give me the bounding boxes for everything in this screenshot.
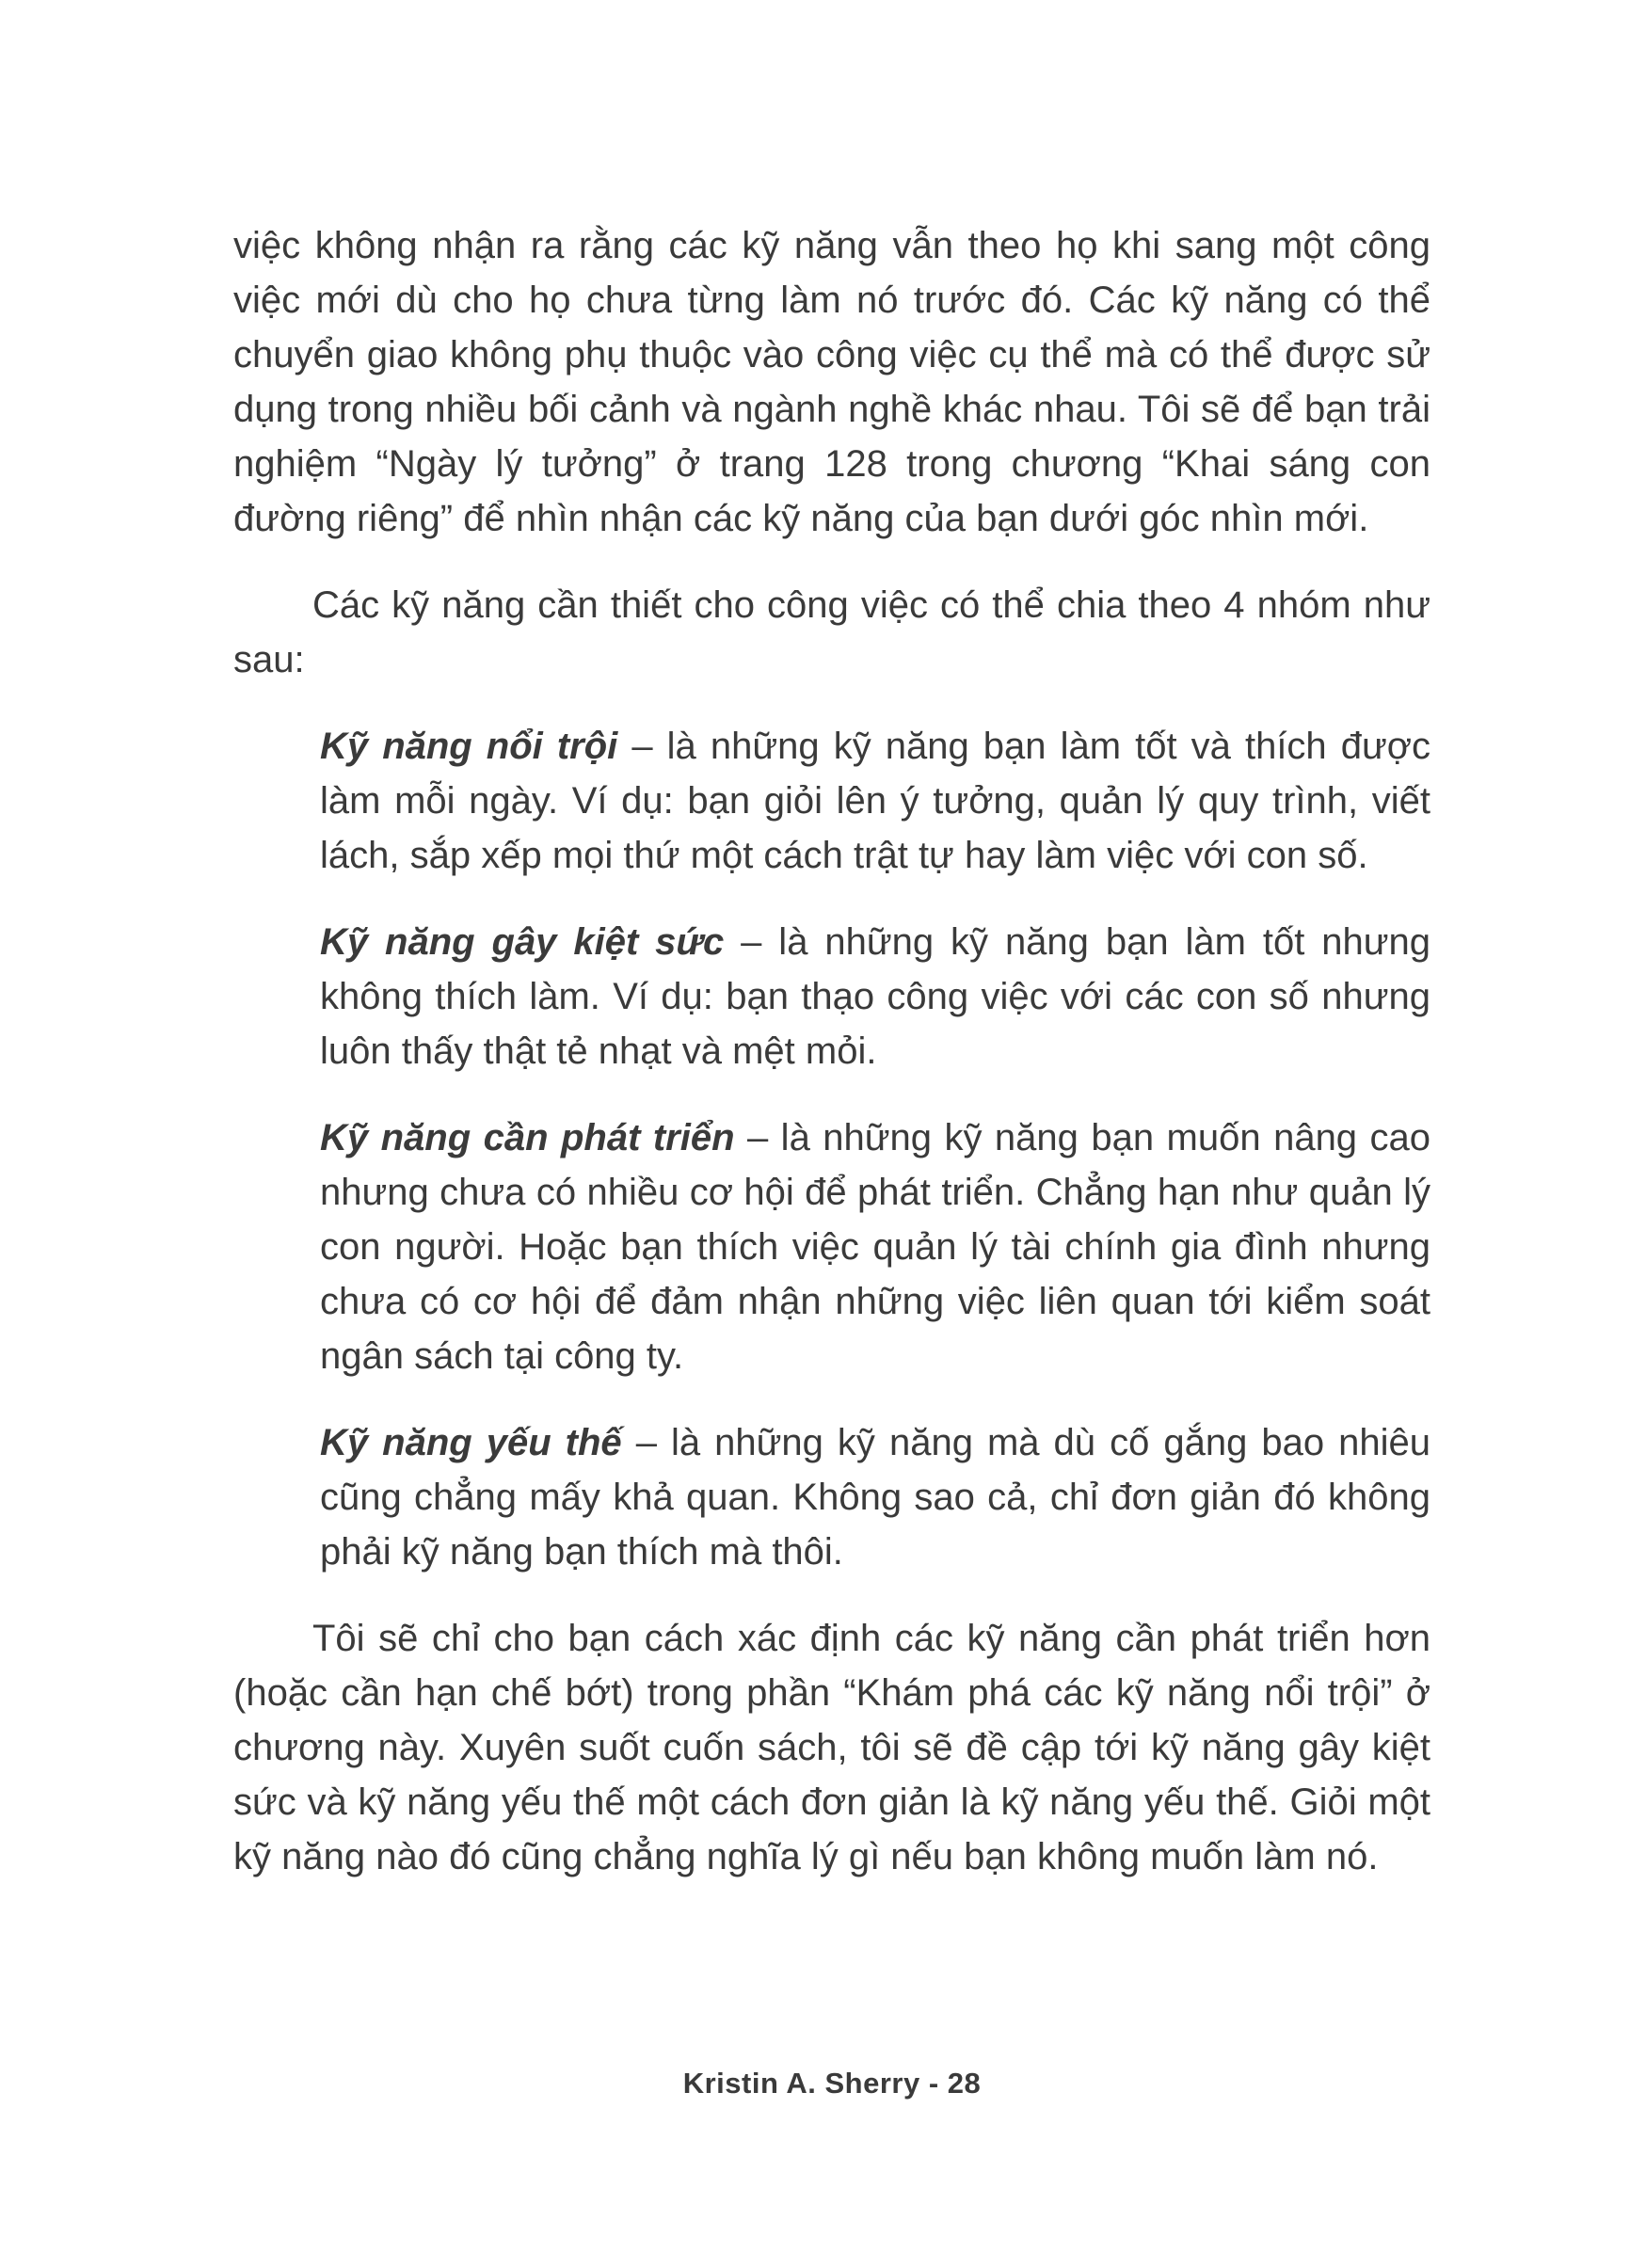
paragraph-closing: Tôi sẽ chỉ cho bạn cách xác định các kỹ năng cần phát triển hơn (hoặc cần hạn chế bớt) trong phần “Khám phá các kỹ năng nổi trội” ở chương này. Xuyên suốt cuốn sách, tôi sẽ đề cập tới kỹ năng gây kiệt sức và kỹ năng yếu thế một cách đơn giản là kỹ năng yếu thế. Giỏi một kỹ năng nào đó cũng chẳng nghĩa lý gì nếu bạn không muốn làm nó. — [233, 1618, 1430, 1877]
skill-item-develop-description: – là những kỹ năng bạn muốn nâng cao nhưng chưa có nhiều cơ hội để phát triển. Chẳng hạn như quản lý con người. Hoặc bạn thích việc quản lý tài chính gia đình nhưng chưa có cơ hội để đảm nhận những việc liên quan tới kiểm soát ngân sách tại công ty. — [320, 1117, 1430, 1377]
skill-item-develop — [320, 1110, 1430, 1383]
paragraph-continuation: việc không nhận ra rằng các kỹ năng vẫn theo họ khi sang một công việc mới dù cho họ chưa từng làm nó trước đó. Các kỹ năng có thể chuyển giao không phụ thuộc vào công việc cụ thể mà có thể được sử dụng trong nhiều bối cảnh và ngành nghề khác nhau. Tôi sẽ để bạn trải nghiệm “Ngày lý tưởng” ở trang 128 trong chương “Khai sáng con đường riêng” để nhìn nhận các kỹ năng của bạn dưới góc nhìn mới. — [233, 225, 1430, 539]
page-content — [233, 218, 1430, 1916]
skill-item-dominant — [320, 719, 1430, 883]
skill-item-burnout-name: Kỹ năng gây kiệt sức — [320, 921, 725, 963]
skill-item-dominant-description: – là những kỹ năng bạn làm tốt và thích được làm mỗi ngày. Ví dụ: bạn giỏi lên ý tưởng, quản lý quy trình, viết lách, sắp xếp mọi thứ một cách trật tự hay làm việc với con số. — [320, 726, 1430, 876]
skill-item-weak-description: – là những kỹ năng mà dù cố gắng bao nhiêu cũng chẳng mấy khả quan. Không sao cả, chỉ đơn giản đó không phải kỹ năng bạn thích mà thôi. — [320, 1422, 1430, 1573]
footer-author-page-number: Kristin A. Sherry - 28 — [682, 2067, 982, 2100]
skill-item-weak — [320, 1415, 1430, 1579]
page-footer — [233, 2067, 1430, 2100]
skill-item-weak-name: Kỹ năng yếu thế — [320, 1422, 622, 1463]
skill-item-burnout — [320, 915, 1430, 1078]
skill-item-burnout-description: – là những kỹ năng bạn làm tốt nhưng không thích làm. Ví dụ: bạn thạo công việc với các con số nhưng luôn thấy thật tẻ nhạt và mệt mỏi. — [320, 921, 1430, 1072]
paragraph-intro-skill-groups: Các kỹ năng cần thiết cho công việc có thể chia theo 4 nhóm như sau: — [233, 584, 1430, 680]
skill-item-develop-name: Kỹ năng cần phát triển — [320, 1117, 735, 1158]
skill-item-dominant-name: Kỹ năng nổi trội — [320, 726, 618, 767]
